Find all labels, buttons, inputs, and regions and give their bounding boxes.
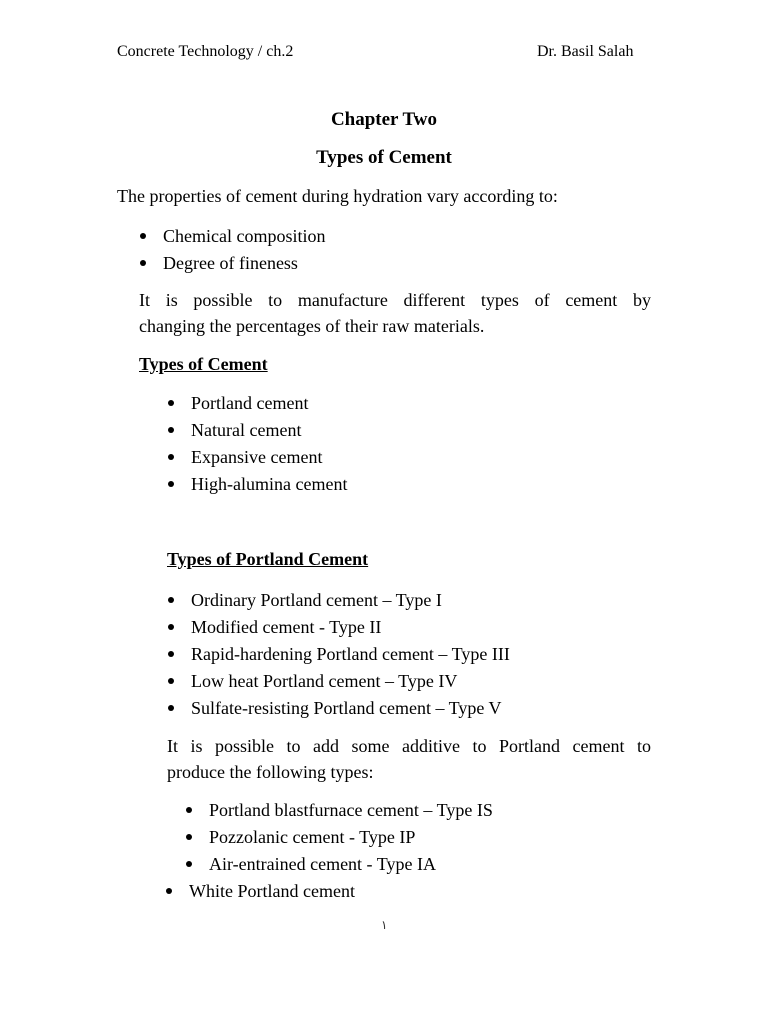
manufacture-paragraph <box>139 287 651 339</box>
paragraph-line: changing the percentages of their raw materials. <box>139 316 485 336</box>
additive-types-list <box>209 798 493 879</box>
properties-list <box>163 224 325 278</box>
paragraph-line: produce the following types: <box>167 762 374 782</box>
paragraph-line: It is possible to add some additive to Portland cement to <box>167 736 651 756</box>
cement-types-list <box>191 391 347 499</box>
list-item: Degree of fineness <box>163 251 325 278</box>
list-item: Pozzolanic cement - Type IP <box>209 825 493 852</box>
list-item: Chemical composition <box>163 224 325 251</box>
list-item: Ordinary Portland cement – Type I <box>191 588 510 615</box>
list-item: Expansive cement <box>191 445 347 472</box>
paragraph-line: It is possible to manufacture different types of cement by <box>139 290 651 310</box>
list-item: Portland cement <box>191 391 347 418</box>
list-item: Low heat Portland cement – Type IV <box>191 669 510 696</box>
white-cement-list <box>189 879 355 906</box>
list-item: White Portland cement <box>189 879 355 906</box>
chapter-title: Chapter Two <box>330 109 438 130</box>
header-author: Dr. Basil Salah <box>537 43 634 60</box>
chapter-subtitle: Types of Cement <box>316 147 452 168</box>
portland-types-list <box>191 588 510 723</box>
intro-paragraph: The properties of cement during hydration vary according to: <box>117 186 558 206</box>
list-item: Modified cement - Type II <box>191 615 510 642</box>
header-course-title: Concrete Technology / ch.2 <box>117 43 294 60</box>
list-item: Sulfate-resisting Portland cement – Type V <box>191 696 510 723</box>
list-item: Air-entrained cement - Type IA <box>209 852 493 879</box>
additive-paragraph <box>167 733 651 785</box>
list-item: Portland blastfurnace cement – Type IS <box>209 798 493 825</box>
portland-types-heading: Types of Portland Cement <box>167 549 369 569</box>
list-item: Rapid-hardening Portland cement – Type III <box>191 642 510 669</box>
list-item: Natural cement <box>191 418 347 445</box>
list-item: High-alumina cement <box>191 472 347 499</box>
types-heading: Types of Cement <box>139 354 268 374</box>
page-number: ١ <box>381 918 388 932</box>
